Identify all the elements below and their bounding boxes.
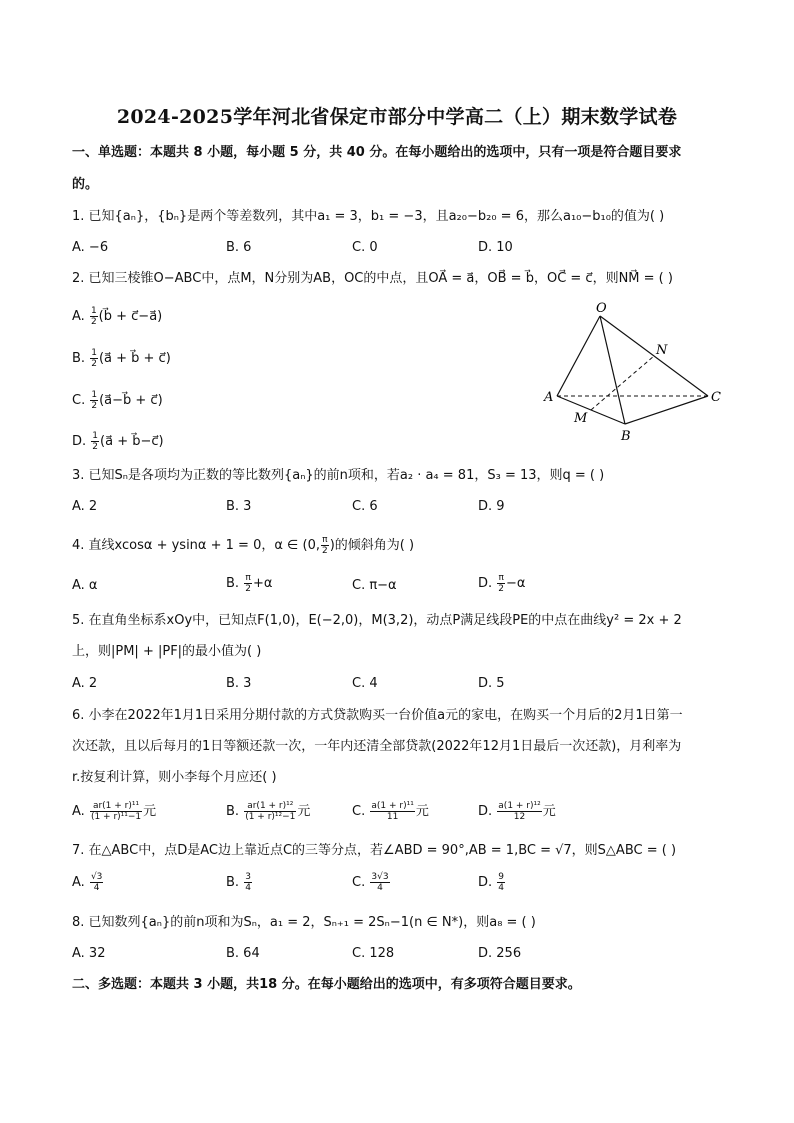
q3-option-b: B. 3 xyxy=(226,499,252,514)
q2-option-c: C. $\frac{1}{2}$ (a⃗−b⃗ + c⃗) xyxy=(72,390,163,411)
q2-option-b: B. $\frac{1}{2}$ (a⃗ + b⃗ + c⃗) xyxy=(72,348,171,369)
q3-option-d: D. 9 xyxy=(478,499,505,514)
question-7-stem: 7. 在△ABC中，点D是AC边上靠近点C的三等分点，若∠ABD = 90°,AB = 1,BC = √7，则S△ABC = ( ) xyxy=(72,843,677,858)
q1-option-c: C. 0 xyxy=(352,240,378,255)
q4-option-b: B. $\frac{\pi}{2}$ +α xyxy=(226,573,273,594)
label-a: A xyxy=(544,390,554,405)
q2-option-d: D. $\frac{1}{2}$ (a⃗ + b⃗−c⃗) xyxy=(72,431,164,452)
q6-option-a: A. $\frac{\text{ar(1 + r)¹¹}}{\text{(1 + r)¹¹−1}}$ 元 xyxy=(72,801,157,822)
tetrahedron-figure xyxy=(540,298,730,446)
q8-option-c: C. 128 xyxy=(352,946,395,961)
q7-option-b: B. $\frac{3}{4}$ xyxy=(226,872,251,893)
segment-mn-hidden xyxy=(591,356,654,410)
label-o: O xyxy=(596,301,607,316)
question-6-stem-cont1: 次还款，且以后每月的1日等额还款一次，一年内还清全部贷款(2022年12月1日最后一次还款)，月利率为 xyxy=(72,739,682,754)
q7-option-d: D. $\frac{9}{4}$ xyxy=(478,872,505,893)
question-6-stem-cont2: r.按复利计算，则小李每个月应还( ) xyxy=(72,770,277,785)
q7-option-a: A. $\frac{√3}{4}$ xyxy=(72,872,103,893)
question-5-stem: 5. 在直角坐标系xOy中，已知点F(1,0)，E(−2,0)，M(3,2)，动点P满足线段PE的中点在曲线y² = 2x + 2 xyxy=(72,613,682,628)
edge-oa xyxy=(557,316,600,396)
edge-bc xyxy=(625,396,708,424)
q4-option-d: D. $\frac{\pi}{2}$ −α xyxy=(478,573,526,594)
question-8-stem: 8. 已知数列{aₙ}的前n项和为Sₙ，a₁ = 2，Sₙ₊₁ = 2Sₙ−1(n ∈ N*)，则a₈ = ( ) xyxy=(72,915,536,930)
q5-option-c: C. 4 xyxy=(352,676,378,691)
question-5-stem-cont: 上，则|PM| + |PF|的最小值为( ) xyxy=(72,644,262,659)
q8-option-a: A. 32 xyxy=(72,946,106,961)
section-2-header: 二、多选题：本题共 3 小题，共18 分。在每小题给出的选项中，有多项符合题目要求。 xyxy=(72,977,581,992)
section-1-header: 一、单选题：本题共 8 小题，每小题 5 分，共 40 分。在每小题给出的选项中，只有一项是符合题目要求 xyxy=(72,145,682,160)
q2-option-a: A. $\frac{1}{2}$ (b⃗ + c⃗−a⃗) xyxy=(72,306,163,327)
question-2-stem: 2. 已知三棱锥O−ABC中，点M，N分别为AB，OC的中点，且OA⃗ = a⃗，OB⃗ = b⃗，OC⃗ = c⃗，则NM⃗ = ( ) xyxy=(72,271,673,286)
question-6-stem: 6. 小李在2022年1月1日采用分期付款的方式贷款购买一台价值a元的家电，在购买一个月后的2月1日第一 xyxy=(72,708,683,723)
q5-option-b: B. 3 xyxy=(226,676,252,691)
q6-option-d: D. $\frac{\text{a(1 + r)¹²}}{12}$ 元 xyxy=(478,801,556,822)
q3-option-c: C. 6 xyxy=(352,499,378,514)
section-1-header-cont: 的。 xyxy=(72,177,99,192)
q4-option-a: A. α xyxy=(72,578,98,593)
q5-option-a: A. 2 xyxy=(72,676,98,691)
q6-option-b: B. $\frac{\text{ar(1 + r)¹²}}{\text{(1 + r)¹²−1}}$ 元 xyxy=(226,801,311,822)
q4-option-c: C. π−α xyxy=(352,578,397,593)
q3-option-a: A. 2 xyxy=(72,499,98,514)
label-b: B xyxy=(621,429,631,444)
label-m: M xyxy=(574,411,588,426)
question-3-stem: 3. 已知Sₙ是各项均为正数的等比数列{aₙ}的前n项和，若a₂ · a₄ = 81，S₃ = 13，则q = ( ) xyxy=(72,468,605,483)
q1-option-b: B. 6 xyxy=(226,240,252,255)
q1-option-d: D. 10 xyxy=(478,240,513,255)
q8-option-d: D. 256 xyxy=(478,946,522,961)
q1-option-a: A. −6 xyxy=(72,240,109,255)
q7-option-c: C. $\frac{3√3}{4}$ xyxy=(352,872,389,893)
q8-option-b: B. 64 xyxy=(226,946,260,961)
question-4-stem: 4. 直线xcosα + ysinα + 1 = 0，α ∈ (0, $\frac{\pi}{2}$ )的倾斜角为( ) xyxy=(72,535,415,556)
label-c: C xyxy=(711,390,721,405)
label-n: N xyxy=(656,343,668,358)
question-1-stem: 1. 已知{aₙ}，{bₙ}是两个等差数列，其中a₁ = 3，b₁ = −3，且a₂₀−b₂₀ = 6，那么a₁₀−b₁₀的值为( ) xyxy=(72,209,665,224)
page-title: 2024-2025学年河北省保定市部分中学高二（上）期末数学试卷 xyxy=(116,106,678,128)
q6-option-c: C. $\frac{\text{a(1 + r)¹¹}}{11}$ 元 xyxy=(352,801,429,822)
q5-option-d: D. 5 xyxy=(478,676,505,691)
